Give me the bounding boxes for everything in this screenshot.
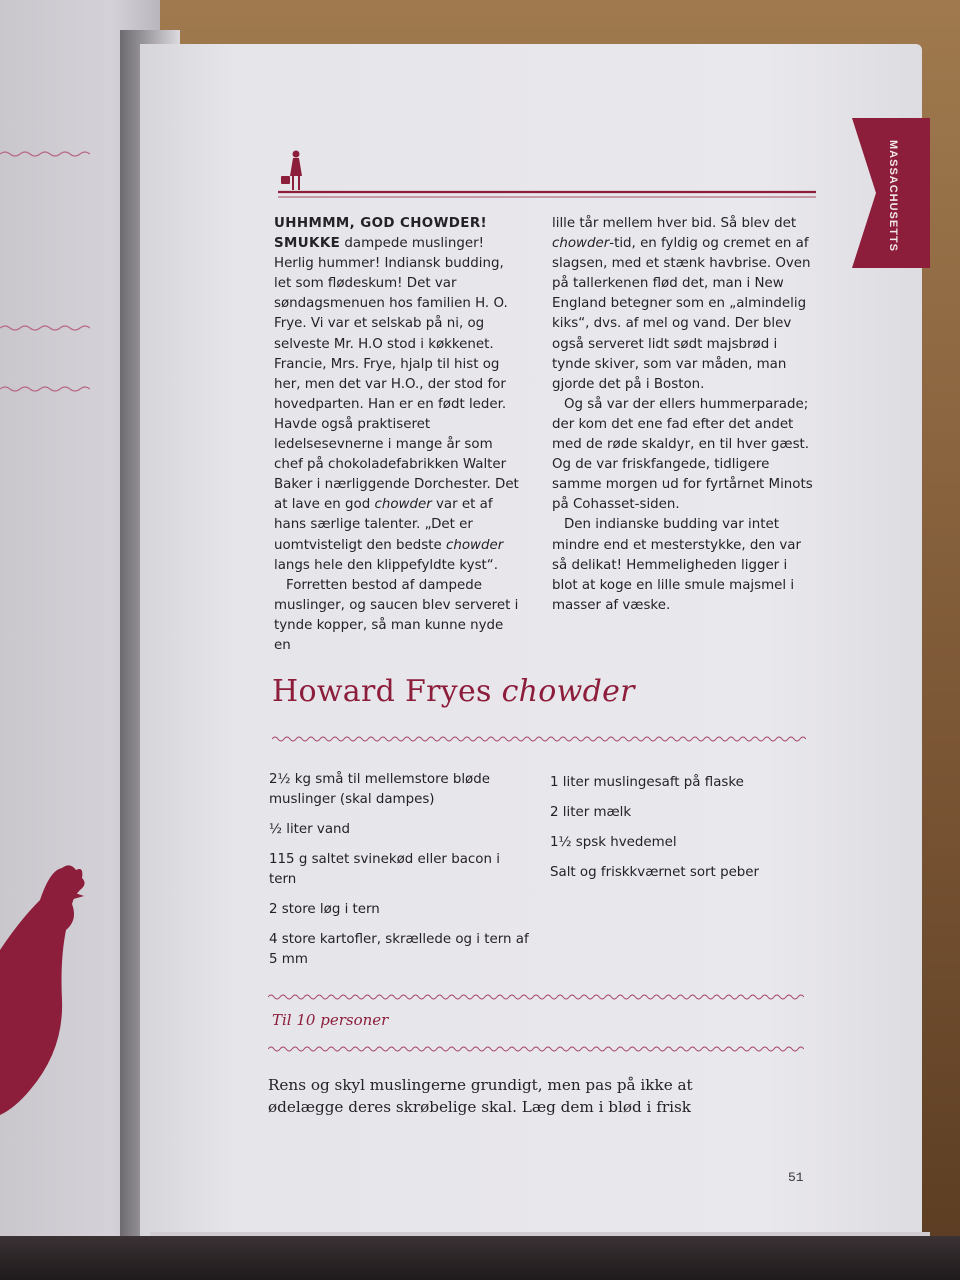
- table-edge: [0, 1236, 960, 1280]
- recipe-title: [272, 674, 832, 709]
- recipe-title-text: Howard Fryes: [272, 674, 502, 709]
- intro-text: lille tår mellem hver bid. Så blev det: [552, 216, 797, 231]
- method-text: Rens og skyl muslingerne grundigt, men pas på ikke at ødelægge deres skrøbelige skal. Læg dem i blød i frisk: [268, 1076, 693, 1116]
- ingredient-item: 1½ spsk hvedemel: [550, 835, 677, 850]
- intro-italic: chowder: [374, 497, 432, 513]
- intro-text: var et af hans særlige talenter. „Det er uomtvisteligt den bedste: [274, 497, 493, 553]
- left-ornament: [0, 150, 90, 158]
- intro-paragraph: Forretten bestod af dampede muslinger, og saucen blev serveret i tynde kopper, så man kunne nyde en: [274, 577, 519, 653]
- intro-right-column: [552, 214, 814, 616]
- woman-with-suitcase-icon: [281, 151, 302, 191]
- intro-paragraph: Den indianske budding var intet mindre end et mesterstykke, den var så delikat! Hemmeligheden ligger i blot at koge en lille smule majsmel i masser af væske.: [552, 517, 801, 613]
- left-ornament: [0, 385, 90, 393]
- ingredient-item: 2½ kg små til mellemstore bløde muslinger (skal dampes): [269, 772, 490, 807]
- ingredient-item: 4 store kartofler, skrællede og i tern af 5 mm: [269, 932, 529, 967]
- intro-italic: chowder: [552, 236, 610, 252]
- ingredient-item: 2 store løg i tern: [269, 902, 380, 917]
- intro-paragraph: Og så var der ellers hummerparade; der kom det ene fad efter det andet med de røde skaldyr, en til hver gæst. Og de var friskfangede, tidligere samme morgen ud for fyrtårnet Minots på Cohasset-siden.: [552, 396, 813, 513]
- ornament-divider: [268, 1044, 804, 1054]
- left-ornament: [0, 324, 90, 332]
- ingredient-item: 1 liter muslingesaft på flaske: [550, 775, 744, 790]
- intro-text: langs hele den klippefyldte kyst“.: [274, 557, 498, 573]
- ingredient-item: ½ liter vand: [269, 822, 351, 837]
- ingredient-item: 115 g saltet svinekød eller bacon i tern: [269, 852, 500, 887]
- servings: Til 10 personer: [272, 1011, 389, 1029]
- rooster-icon: [0, 860, 90, 1120]
- recipe-title-italic: chowder: [501, 674, 635, 709]
- page-number: 51: [788, 1170, 804, 1185]
- intro-text: -tid, en fyldig og cremet en af slagsen, med et stænk havbrise. Oven på tallerkenen flød det, man i New England betegner som en „almindelig kiks“, dvs. af mel og vand. Der blev også serveret lidt sødt majsbrød i tynde skiver, som var måden, man gjorde det på i Boston.: [552, 236, 811, 392]
- ornament-divider: [268, 992, 804, 1002]
- intro-text: dampede muslinger! Herlig hummer! Indiansk budding, let som flødeskum! Det var søndagsmenuen hos familien H. O. Frye. Vi var et selskab på ni, og selveste Mr. H.O stod i køkkenet. Francie, Mrs. Frye, hjalp til hist og her, men det var H.O., der stod for hovedparten. Han er en født leder. Havde også praktiseret ledelsesevnerne i mange år som chef på chokoladefabrikken Walter Baker i nærliggende Dorchester. Det at lave en god: [274, 236, 519, 513]
- intro-italic: chowder: [445, 537, 504, 553]
- intro-lead: UHHMMM, GOD CHOWDER! SMUKKE: [274, 216, 488, 252]
- ingredients-right: [550, 773, 810, 893]
- intro-left-column: [274, 214, 524, 656]
- ingredient-item: 2 liter mælk: [550, 805, 632, 820]
- header-rule: [278, 148, 816, 200]
- ingredients-left: [269, 770, 529, 980]
- ingredient-item: Salt og friskkværnet sort peber: [550, 865, 760, 880]
- ornament-divider: [272, 734, 806, 744]
- chapter-tab-label: MASSACHUSETTS: [887, 140, 899, 253]
